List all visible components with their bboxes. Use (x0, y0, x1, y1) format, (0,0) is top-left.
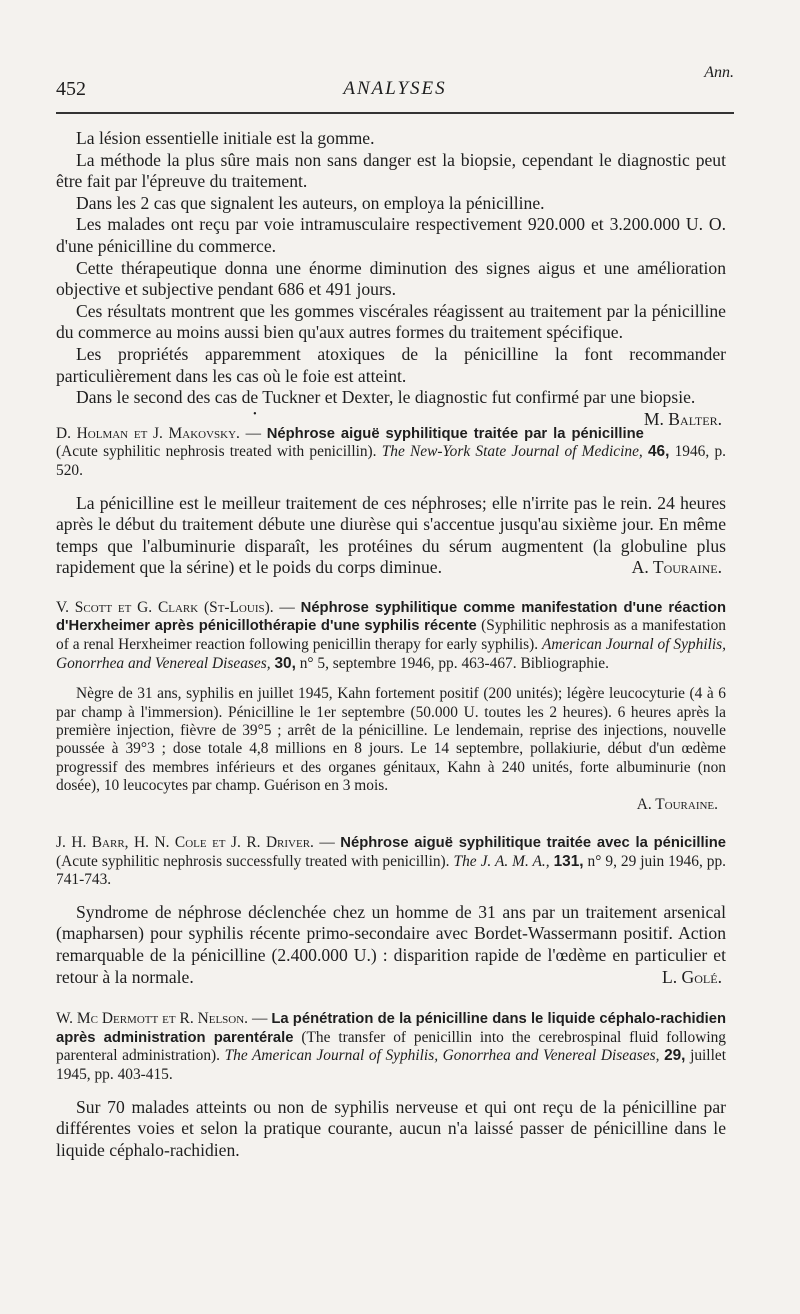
running-title: ANALYSES (343, 78, 447, 99)
abstract-text: Sur 70 malades atteints ou non de syphilis nerveuse et qui ont reçu de la pénicilline par différentes voies et selon la pratique courante, aucun n'a laissé passer de pénicilline dans le liquide céphalo-rachidien. (56, 1096, 726, 1160)
citation-details: juillet 1945, pp. 403-415. (56, 1047, 726, 1084)
citation-dash: — (248, 1010, 272, 1028)
citation (56, 834, 726, 890)
citation-translation: (Acute syphilitic nephrosis successfully treated with penicillin). (56, 852, 454, 870)
citation-volume: 131, (553, 852, 584, 870)
citation-dash: — (273, 598, 301, 616)
paragraph-text: Dans le second des cas de Tuckner et Dexter, le diagnostic fut confirmé par une biopsie. (76, 387, 696, 408)
header-rule (56, 112, 734, 114)
citation-authors: W. Mc Dermott et R. Nelson. (56, 1010, 249, 1028)
page-number: 452 (56, 78, 86, 100)
citation-title: Néphrose aiguë syphilitique traitée par la pénicilline (266, 425, 644, 442)
citation-dash: — (239, 424, 267, 442)
citation-authors: D. Holman et J. Makovsky. (56, 424, 240, 442)
citation-journal: The American Journal of Syphilis, Gonorrhea and Venereal Diseases, (224, 1047, 660, 1065)
abstract-text: Nègre de 31 ans, syphilis en juillet 1945, Kahn fortement positif (200 unités); légère leucocyturie (4 à 6 par champ à l'immersion). Pénicilline le 1er septembre (50.000 U. toutes les 2 heures). 6 heures après la première injection, fièvre de 39°5 ; arrêt de la pénicilline. Le lendemain, reprise des injections, nouvelle poussée à 39°3 ; dose totale 4,8 millions en 8 jours. Le 14 septembre, pollakiurie, début d'un œdème progressif des membres inférieurs et des organes génitaux, Kahn à 240 unités, forte albuminurie (non dosée), 10 leucocytes par champ. Guérison en 3 mois. (56, 685, 726, 795)
reviewer-signature: A. Touraine. (631, 557, 722, 578)
citation-authors: J. H. Barr, H. N. Cole et J. R. Driver. (56, 834, 314, 852)
citation-title: Néphrose aiguë syphilitique traitée avec la pénicilline (340, 835, 726, 852)
paragraph: Dans les 2 cas que signalent les auteurs, on employa la pénicilline. (76, 192, 545, 213)
citation-journal: The J. A. M. A., (453, 852, 550, 870)
previous-review-continuation (56, 128, 726, 429)
citation-dash: — (313, 834, 341, 852)
citation-journal: The New-York State Journal of Medicine, (381, 443, 643, 461)
citation-title: La pénétration de la pénicilline dans le liquide céphalo-rachidien après administration parentérale (56, 1011, 727, 1046)
citation-translation: (The transfer of penicillin into the cerebrospinal fluid following parenteral administration). (56, 1028, 726, 1065)
citation-details: n° 5, septembre 1946, pp. 463-467. Bibliographie. (295, 654, 609, 672)
paragraph: Les malades ont reçu par voie intramusculaire respectivement 920.000 et 3.200.000 U. O. d'une pénicilline du commerce. (56, 214, 726, 256)
citation (56, 1010, 726, 1084)
paragraph: Les propriétés apparemment atoxiques de la pénicilline la font recommander particulièrement dans les cas où le foie est atteint. (56, 343, 726, 386)
review-entry-scott (56, 599, 726, 814)
citation-translation: (Acute syphilitic nephrosis treated with penicillin). (56, 443, 382, 461)
citation-translation: (Syphilitic nephrosis as a manifestation of a renal Herxheimer reaction following penicillin therapy for early syphilis). (56, 617, 726, 654)
review-entry-mcdermott (56, 1010, 726, 1161)
paragraph: La méthode la plus sûre mais non sans danger est la biopsie, cependant le diagnostic peut être fait par l'épreuve du traitement. (56, 149, 726, 192)
reviewer-signature: L. Golé. (662, 966, 722, 987)
citation-volume: 29, (664, 1047, 686, 1065)
abstract-body: La pénicilline est le meilleur traitement de ces néphroses; elle n'irrite pas le rein. 24 heures après le début du traitement débute une diurèse qui s'accentue jusqu'au sixième jour. En même temps que l'albuminurie disparaît, les protéines du sérum augmentent (la globuline plus rapidement que la sérine) et le poids du corps diminue. (56, 492, 726, 578)
review-entry-barr (56, 834, 726, 988)
citation-authors: V. Scott et G. Clark (St-Louis). (56, 598, 274, 616)
citation-volume: 30, (274, 654, 296, 672)
section-ornament: • (253, 408, 257, 420)
citation (56, 599, 726, 673)
header-corner-note: Ann. (704, 64, 734, 81)
citation-journal: American Journal of Syphilis, Gonorrhea and Venereal Diseases, (56, 636, 726, 672)
paragraph: Ces résultats montrent que les gommes viscérales réagissent au traitement par la pénicilline du commerce au moins aussi bien qu'aux autres formes du traitement spécifique. (56, 300, 726, 343)
paragraph-with-signature (56, 387, 726, 429)
abstract-text (56, 902, 726, 988)
review-entry-holman (56, 425, 726, 579)
page-header (56, 64, 734, 114)
paragraph: La lésion essentielle initiale est la gomme. (76, 128, 375, 148)
page-content (56, 128, 726, 1161)
abstract-body: Syndrome de néphrose déclenchée chez un homme de 31 ans par un traitement arsenical (mapharsen) pour syphilis récente primo-secondaire avec Bordet-Wassermann positif. Action remarquable de la pénicilline (2.400.000 U.) : disparition rapide de l'œdème en particulier et retour à la normale. (56, 901, 726, 987)
citation-title: Néphrose syphilitique comme manifestation d'une réaction d'Herxheimer après pénicillothérapie d'une syphilis récente (56, 599, 726, 635)
reviewer-signature: A. Touraine. (636, 795, 718, 813)
reviewer-signature: M. Balter. (643, 408, 722, 429)
abstract-text (56, 493, 726, 579)
citation (56, 425, 726, 481)
citation-details: n° 9, 29 juin 1946, pp. 741-743. (56, 852, 726, 889)
citation-volume: 46, (647, 443, 670, 461)
paragraph: Cette thérapeutique donna une énorme diminution des signes aigus et une amélioration objective et subjective pendant 686 et 491 jours. (56, 257, 726, 300)
citation-details: 1946, p. 520. (56, 443, 726, 479)
